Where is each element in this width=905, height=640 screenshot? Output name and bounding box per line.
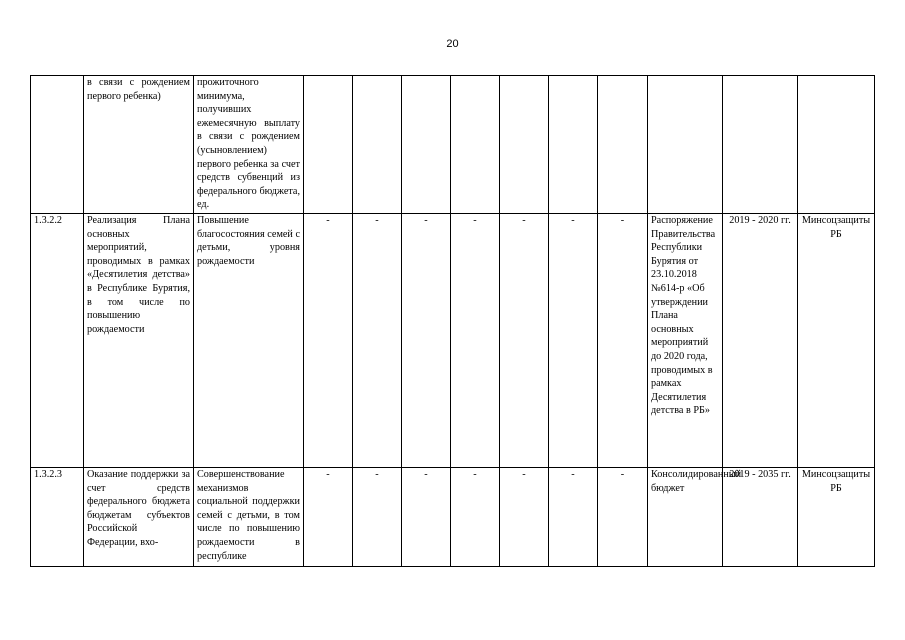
row-indicator: Совершенствование механизмов социальной поддержки семей с детьми, в том числе по повышению рождаемости в республике [194,468,304,567]
row-code: 1.3.2.2 [31,214,84,468]
row-activity-text: Оказание поддержки за счет средств федерального бюджета бюджетам субъектов Российской Федерации, вхо- [87,469,190,548]
row-value: - [451,214,500,468]
row-value: - [500,214,549,468]
program-activities-table [30,75,875,567]
row-basis: Распоряжение Правительства Республики Бурятия от 23.10.2018 №614-р «Об утверждении Плана основных мероприятий до 2020 года, проводимых в рамках Десятилетия детства в РБ» [648,214,723,468]
row-value: - [304,214,353,468]
row-indicator: Повышение благосостояния семей с детьми, уровня рождаемости [194,214,304,468]
row-period [723,76,798,214]
table-row [31,468,875,567]
row-basis [648,76,723,214]
row-period: 2019 - 2035 гг. [723,468,798,567]
row-value: - [353,468,402,567]
row-executor [798,76,875,214]
row-value [304,76,353,214]
row-value: - [549,214,598,468]
row-value: - [598,214,648,468]
row-value: - [451,468,500,567]
row-value: - [353,214,402,468]
row-value: - [549,468,598,567]
row-value [402,76,451,214]
row-value: - [402,214,451,468]
row-indicator: прожиточного минимума, получивших ежемесячную выплату в связи с рождением (усыновлением) первого ребенка за счет средств субвенций из федерального бюджета, ед. [194,76,304,214]
table-row [31,76,875,214]
row-value [353,76,402,214]
row-activity [84,468,194,567]
row-value: - [598,468,648,567]
row-value [500,76,549,214]
row-value: - [500,468,549,567]
row-code: 1.3.2.3 [31,468,84,567]
row-executor: Минсоцзащиты РБ [798,214,875,468]
row-value [549,76,598,214]
row-value [451,76,500,214]
row-code [31,76,84,214]
page-number: 20 [446,38,459,50]
table-row [31,214,875,468]
row-activity: в связи с рождением первого ребенка) [84,76,194,214]
row-value [598,76,648,214]
row-period: 2019 - 2020 гг. [723,214,798,468]
row-value: - [304,468,353,567]
row-value: - [402,468,451,567]
row-executor: Минсоцзащиты РБ [798,468,875,567]
row-activity: Реализация Плана основных мероприятий, проводимых в рамках «Десятилетия детства» в Республике Бурятия, в том числе по повышению рождаемости [84,214,194,468]
row-basis: Консолидированный бюджет [648,468,723,567]
